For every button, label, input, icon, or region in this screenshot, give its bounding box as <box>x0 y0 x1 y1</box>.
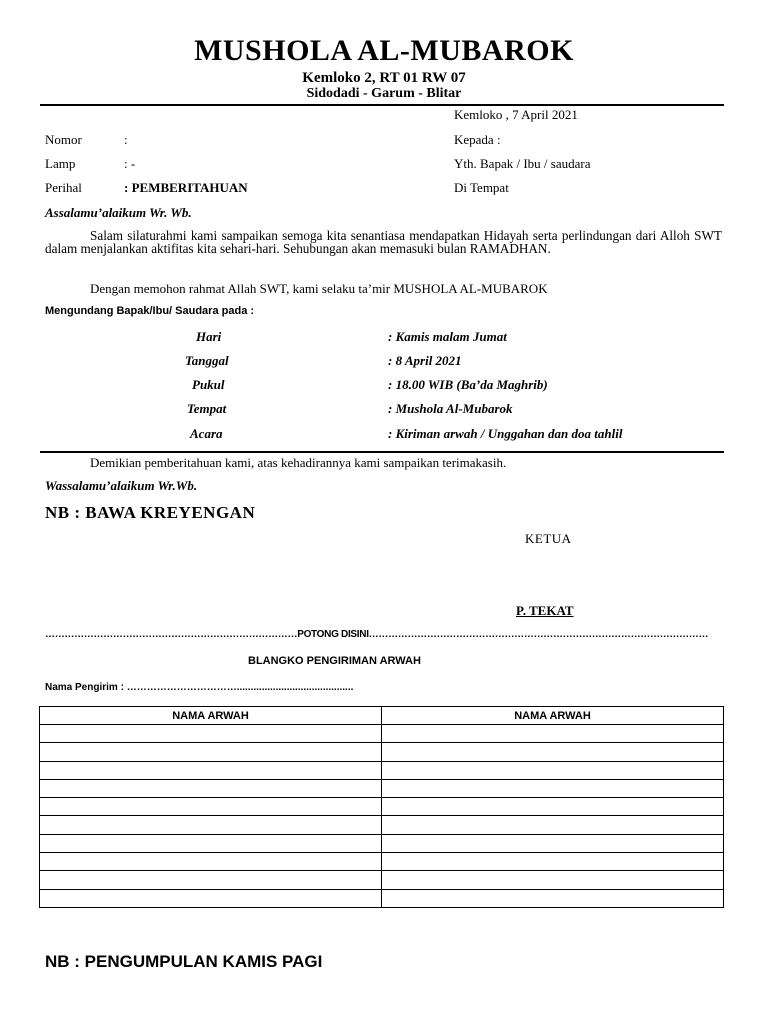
event-value-hari: : Kamis malam Jumat <box>388 329 507 344</box>
event-label-tempat: Tempat <box>187 401 227 416</box>
header-divider <box>40 104 724 106</box>
table-cell[interactable] <box>40 853 382 871</box>
table-row <box>40 834 724 852</box>
cut-line: ……………………………………………………………………POTONG DISINI…………………………………………………………………………………………… <box>45 629 709 640</box>
meta-label-nomor: Nomor <box>45 132 82 147</box>
sender-name-field: Nama Pengirim : …………………………….......................................... <box>45 682 354 693</box>
table-row <box>40 889 724 907</box>
table-cell[interactable] <box>40 779 382 797</box>
closing-text: Demikian pemberitahuan kami, atas kehadirannya kami sampaikan terimakasih. <box>90 455 507 470</box>
table-cell[interactable] <box>382 853 724 871</box>
paragraph-intro: Salam silaturahmi kami sampaikan semoga kita senantiasa mendapatkan Hidayah serta perlindungan dari Alloh SWT dalam menjalankan aktifitas kita sehari-hari. Sehubungan akan memasuki bulan RAMADHAN. <box>45 228 722 256</box>
recipient-line-3: Di Tempat <box>454 180 509 195</box>
meta-value-perihal: : PEMBERITAHUAN <box>124 180 248 195</box>
arwah-table <box>39 706 724 908</box>
greeting: Assalamu’alaikum Wr. Wb. <box>45 205 192 220</box>
table-cell[interactable] <box>382 834 724 852</box>
table-cell[interactable] <box>40 816 382 834</box>
table-cell[interactable] <box>382 761 724 779</box>
meta-value-lamp: : - <box>124 156 136 171</box>
event-label-pukul: Pukul <box>192 377 225 392</box>
meta-label-lamp: Lamp <box>45 156 76 171</box>
org-title: MUSHOLA AL-MUBAROK <box>194 34 574 67</box>
table-row <box>40 743 724 761</box>
recipient-line-2: Yth. Bapak / Ibu / saudara <box>454 156 591 171</box>
table-row <box>40 761 724 779</box>
table-cell[interactable] <box>40 834 382 852</box>
event-label-hari: Hari <box>196 329 222 344</box>
table-row <box>40 816 724 834</box>
table-cell[interactable] <box>40 743 382 761</box>
signer-name: P. TEKAT <box>516 603 574 618</box>
event-value-acara: : Kiriman arwah / Unggahan dan doa tahlil <box>388 426 623 441</box>
event-value-pukul: : 18.00 WIB (Ba’da Maghrib) <box>388 377 548 392</box>
nb-bring: NB : BAWA KREYENGAN <box>45 503 256 522</box>
table-cell[interactable] <box>40 725 382 743</box>
table-row <box>40 871 724 889</box>
event-label-tanggal: Tanggal <box>185 353 229 368</box>
table-row <box>40 853 724 871</box>
event-value-tempat: : Mushola Al-Mubarok <box>388 401 513 416</box>
form-title: BLANGKO PENGIRIMAN ARWAH <box>248 655 421 667</box>
table-cell[interactable] <box>382 779 724 797</box>
table-row <box>40 779 724 797</box>
event-divider <box>40 451 724 453</box>
paragraph-request: Dengan memohon rahmat Allah SWT, kami selaku ta’mir MUSHOLA AL-MUBAROK <box>90 281 548 296</box>
table-row <box>40 725 724 743</box>
event-label-acara: Acara <box>190 426 223 441</box>
letter-date: Kemloko , 7 April 2021 <box>454 107 578 122</box>
meta-label-perihal: Perihal <box>45 180 82 195</box>
column-header: NAMA ARWAH <box>40 707 382 725</box>
table-cell[interactable] <box>382 871 724 889</box>
table-cell[interactable] <box>382 725 724 743</box>
table-row <box>40 798 724 816</box>
table-cell[interactable] <box>40 798 382 816</box>
address-line-1: Kemloko 2, RT 01 RW 07 <box>302 70 466 86</box>
table-cell[interactable] <box>40 871 382 889</box>
meta-value-nomor: : <box>124 132 128 147</box>
table-cell[interactable] <box>382 798 724 816</box>
address-line-2: Sidodadi - Garum - Blitar <box>306 86 462 101</box>
table-cell[interactable] <box>40 889 382 907</box>
event-value-tanggal: : 8 April 2021 <box>388 353 462 368</box>
invite-line: Mengundang Bapak/Ibu/ Saudara pada : <box>45 305 255 317</box>
column-header: NAMA ARWAH <box>382 707 724 725</box>
table-cell[interactable] <box>382 816 724 834</box>
table-cell[interactable] <box>382 889 724 907</box>
table-cell[interactable] <box>40 761 382 779</box>
table-cell[interactable] <box>382 743 724 761</box>
nb-collection: NB : PENGUMPULAN KAMIS PAGI <box>45 952 323 971</box>
signer-title: KETUA <box>525 531 572 546</box>
table-header-row <box>40 707 724 725</box>
recipient-line-1: Kepada : <box>454 132 501 147</box>
farewell: Wassalamu’alaikum Wr.Wb. <box>45 478 198 493</box>
